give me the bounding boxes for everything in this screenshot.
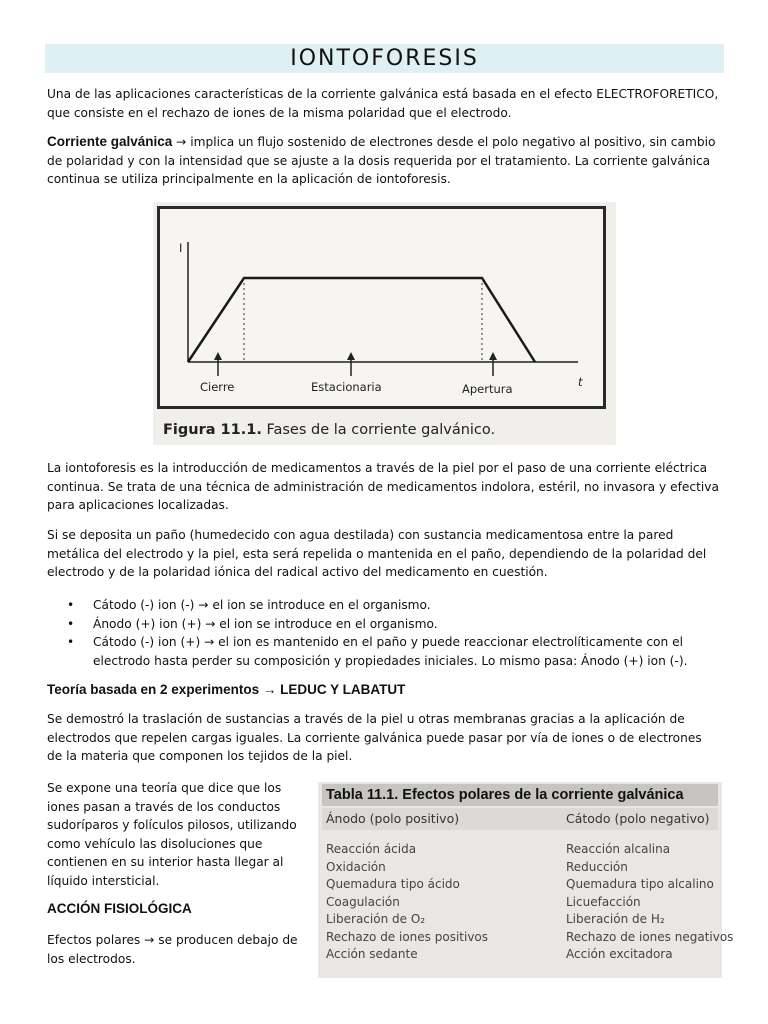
bullet-text: Ánodo (+) ion (+) → el ion se introduce en el organismo. xyxy=(93,616,438,631)
bullet-icon: • xyxy=(67,635,75,649)
table-cell: Liberación de O₂ xyxy=(326,912,426,926)
table-cell: Acción excitadora xyxy=(566,947,673,961)
phase-label-cierre: Cierre xyxy=(200,380,235,394)
phase-label-estacionaria: Estacionaria xyxy=(311,380,382,394)
arrow-cierre-icon xyxy=(214,352,222,376)
bullet-list xyxy=(47,596,719,670)
figure-caption-text: Fases de la corriente galvánico. xyxy=(261,422,496,438)
figure-caption xyxy=(163,422,495,438)
arrow-apertura-icon xyxy=(489,352,497,376)
page-title: IONTOFORESIS xyxy=(45,44,724,73)
table-cell: Acción sedante xyxy=(326,947,418,961)
table-cell: Liberación de H₂ xyxy=(566,912,665,926)
list-item xyxy=(47,615,719,634)
table-row xyxy=(322,912,718,930)
table-cell: Coagulación xyxy=(326,894,400,909)
teoria-heading: Teoría basada en 2 experimentos → LEDUC Y LABATUT xyxy=(47,682,406,697)
table-col-anodo: Ánodo (polo positivo) xyxy=(326,811,460,826)
list-item xyxy=(47,596,719,615)
table-row xyxy=(322,877,718,895)
table-row xyxy=(322,895,718,913)
galvanic-term: Corriente galvánica xyxy=(47,134,173,149)
galvanic-text: → implica un flujo sostenido de electrones desde el polo negativo al positivo, sin cambio de polaridad y con la intensidad que se ajuste a la dosis requerida por el tratamiento. La corriente galvánica continua se utiliza principalmente en la aplicación de iontoforesis. xyxy=(47,135,716,186)
table-row xyxy=(322,842,718,860)
list-item xyxy=(47,633,719,670)
figure-graph xyxy=(153,202,616,445)
table-row xyxy=(322,860,718,878)
bullet-text: Cátodo (-) ion (+) → el ion es mantenido en el paño y puede reaccionar electrolíticamente con el electrodo hasta perder su composición y propiedades iniciales. Lo mismo pasa: Ánodo (+) ion (-). xyxy=(93,635,688,668)
table-row xyxy=(322,947,718,965)
bullet-icon: • xyxy=(67,598,75,612)
pano-paragraph: Si se deposita un paño (humedecido con agua destilada) con sustancia medicamentosa entre la pared metálica del electrodo y la piel, esta será repelida o mantenida en el paño, dependiendo de la polaridad del electrodo y de la polaridad iónica del radical activo del medicamento en cuestión. xyxy=(47,528,707,579)
bullet-text: Cátodo (-) ion (-) → el ion se introduce en el organismo. xyxy=(93,598,431,612)
table-cell: Quemadura tipo ácido xyxy=(326,877,460,891)
phase-label-apertura: Apertura xyxy=(462,382,513,396)
intro-paragraph: Una de las aplicaciones características de la corriente galvánica está basada en el efecto ELECTROFORETICO, que consiste en el rechazo de iones de la misma polaridad que el electrodo. xyxy=(47,87,719,120)
current-curve xyxy=(188,278,535,362)
accion-heading: ACCIÓN FISIOLÓGICA xyxy=(47,901,192,916)
table-body xyxy=(322,842,734,965)
table-cell: Quemadura tipo alcalino xyxy=(566,877,714,891)
polar-effects-table xyxy=(318,782,734,978)
table-cell: Oxidación xyxy=(326,859,386,874)
teoria-paragraph: Se demostró la traslación de sustancias a través de la piel u otras membranas gracias a la aplicación de electrodos que repelen cargas iguales. La corriente galvánica puede pasar por vía de iones o de electrones de la materia que componen los tejidos de la piel. xyxy=(47,712,702,763)
efectos-paragraph: Efectos polares → se producen debajo de los electrodos. xyxy=(47,933,298,966)
theory-paragraph: Se expone una teoría que dice que los iones pasan a través de los conductos sudoríparos y folículos pilosos, utilizando como vehículo las disoluciones que contienen en su interior hasta llegar al líquido intersticial. xyxy=(47,781,297,888)
table-cell: Rechazo de iones negativos xyxy=(566,929,734,944)
x-axis-label: t xyxy=(578,375,583,389)
table-cell: Reacción alcalina xyxy=(566,842,671,856)
table-cell: Reacción ácida xyxy=(326,842,417,856)
galvanic-phases-figure xyxy=(153,202,616,445)
arrow-estacionaria-icon xyxy=(347,352,355,376)
table-col-catodo: Cátodo (polo negativo) xyxy=(566,811,710,826)
table-cell: Rechazo de iones positivos xyxy=(326,929,489,944)
table-header xyxy=(322,808,718,830)
table-title: Tabla 11.1. Efectos polares de la corriente galvánica xyxy=(322,784,718,806)
table-row xyxy=(322,929,734,948)
table-cell: Licuefacción xyxy=(566,894,641,909)
galvanic-paragraph xyxy=(47,133,719,189)
table-cell: Reducción xyxy=(566,859,628,874)
figure-caption-number: Figura 11.1. xyxy=(163,422,262,438)
bullet-icon: • xyxy=(67,616,75,631)
iontoforesis-paragraph: La iontoforesis es la introducción de medicamentos a través de la piel por el paso de una corriente eléctrica continua. Se trata de una técnica de administración de medicamentos indolora, estéril, no invasora y efectiva para aplicaciones localizadas. xyxy=(47,461,719,512)
y-axis-label: I xyxy=(179,241,183,255)
